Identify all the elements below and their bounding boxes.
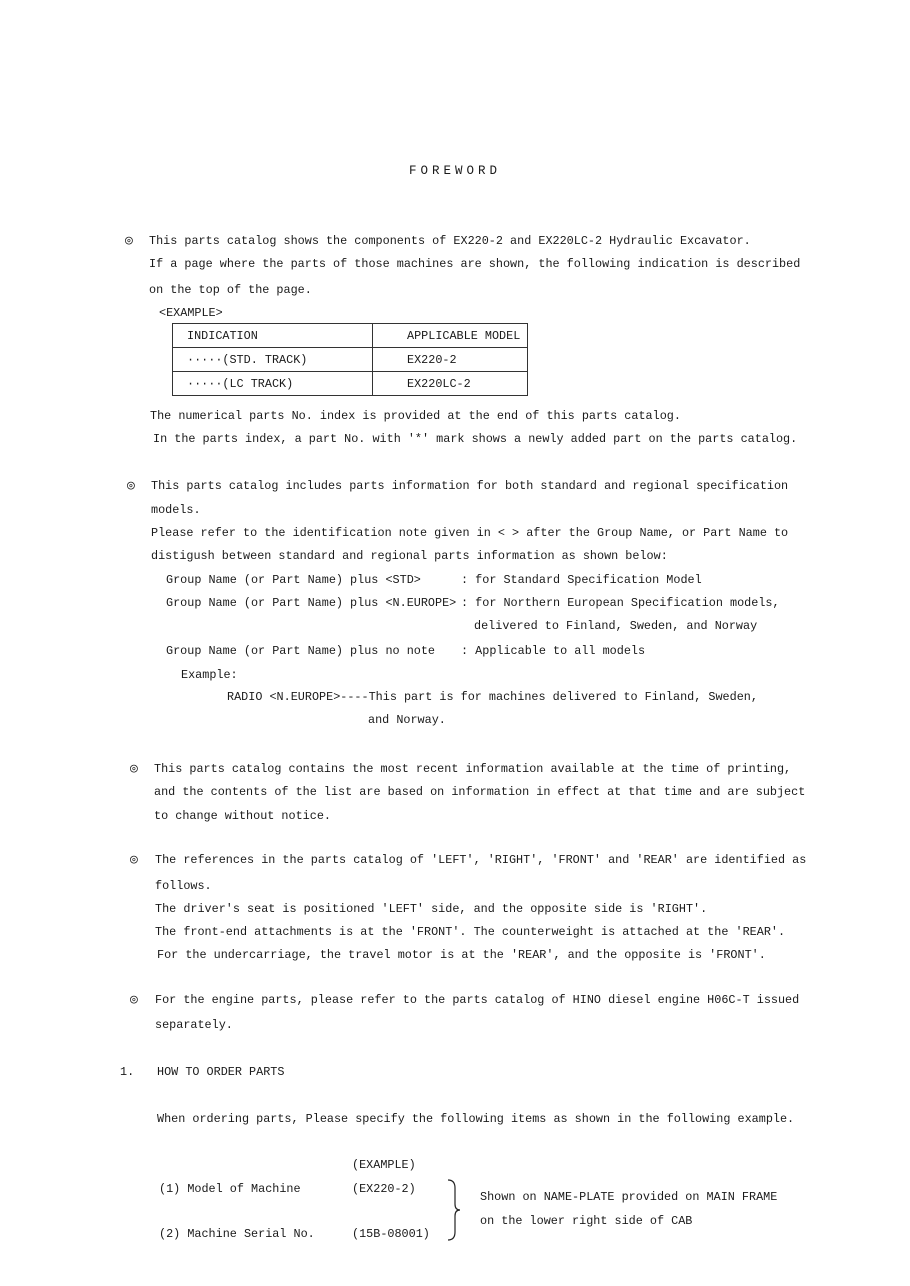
table-cell: EX220-2 bbox=[373, 348, 528, 372]
indication-table bbox=[172, 323, 528, 396]
example-label: <EXAMPLE> bbox=[159, 306, 223, 320]
example-line: and Norway. bbox=[368, 713, 446, 727]
table-cell: EX220LC-2 bbox=[373, 372, 528, 396]
note-value: delivered to Finland, Sweden, and Norway bbox=[474, 619, 758, 633]
text-line: distigush between standard and regional parts information as shown below: bbox=[151, 549, 668, 563]
text-line: Please refer to the identification note given in < > after the Group Name, or Part Name to bbox=[151, 526, 789, 540]
table-header: INDICATION bbox=[173, 324, 373, 348]
text-line: When ordering parts, Please specify the following items as shown in the following example. bbox=[157, 1112, 795, 1126]
item-value: (EX220-2) bbox=[352, 1182, 416, 1196]
item-value: (15B-08001) bbox=[352, 1227, 430, 1241]
text-line: This parts catalog includes parts information for both standard and regional specification bbox=[151, 479, 789, 493]
note-label: Group Name (or Part Name) plus no note bbox=[166, 644, 436, 658]
text-line: models. bbox=[151, 503, 201, 517]
table-cell: ·····(STD. TRACK) bbox=[173, 348, 373, 372]
text-line: This parts catalog contains the most recent information available at the time of printing, bbox=[154, 762, 792, 776]
text-line: This parts catalog shows the components of EX220-2 and EX220LC-2 Hydraulic Excavator. bbox=[149, 234, 751, 248]
bullet-icon: ◎ bbox=[127, 478, 135, 493]
text-line: The driver's seat is positioned 'LEFT' side, and the opposite side is 'RIGHT'. bbox=[155, 902, 708, 916]
text-line: separately. bbox=[155, 1018, 233, 1032]
table-cell: ·····(LC TRACK) bbox=[173, 372, 373, 396]
text-line: follows. bbox=[155, 879, 212, 893]
text-line: on the top of the page. bbox=[149, 283, 312, 297]
table-header-row bbox=[173, 324, 528, 348]
table-row bbox=[173, 348, 528, 372]
text-line: The references in the parts catalog of 'LEFT', 'RIGHT', 'FRONT' and 'REAR' are identified as bbox=[155, 853, 807, 867]
text-line: In the parts index, a part No. with '*' mark shows a newly added part on the parts catalog. bbox=[153, 432, 798, 446]
note-line: on the lower right side of CAB bbox=[480, 1214, 693, 1228]
table-header: APPLICABLE MODEL bbox=[373, 324, 528, 348]
text-line: The front-end attachments is at the 'FRONT'. The counterweight is attached at the 'REAR'. bbox=[155, 925, 786, 939]
example-label: (EXAMPLE) bbox=[352, 1158, 416, 1172]
text-line: The numerical parts No. index is provided at the end of this parts catalog. bbox=[150, 409, 681, 423]
example-line: RADIO <N.EUROPE>----This part is for machines delivered to Finland, Sweden, bbox=[227, 690, 758, 704]
text-line: and the contents of the list are based on information in effect at that time and are subject bbox=[154, 785, 806, 799]
bullet-icon: ◎ bbox=[130, 852, 138, 867]
item-label: (1) Model of Machine bbox=[159, 1182, 301, 1196]
example-label: Example: bbox=[181, 668, 238, 682]
bullet-icon: ◎ bbox=[125, 233, 133, 248]
text-line: to change without notice. bbox=[154, 809, 331, 823]
text-line: If a page where the parts of those machines are shown, the following indication is described bbox=[149, 257, 801, 271]
note-line: Shown on NAME-PLATE provided on MAIN FRAME bbox=[480, 1190, 778, 1204]
note-label: Group Name (or Part Name) plus <STD> bbox=[166, 573, 421, 587]
page-title: FOREWORD bbox=[408, 164, 501, 178]
text-line: For the undercarriage, the travel motor is at the 'REAR', and the opposite is 'FRONT'. bbox=[157, 948, 766, 962]
section-number: 1. bbox=[120, 1065, 135, 1079]
note-label: Group Name (or Part Name) plus <N.EUROPE> bbox=[166, 596, 457, 610]
section-heading: HOW TO ORDER PARTS bbox=[157, 1065, 285, 1079]
item-label: (2) Machine Serial No. bbox=[159, 1227, 315, 1241]
brace-icon bbox=[446, 1178, 466, 1242]
table-row bbox=[173, 372, 528, 396]
bullet-icon: ◎ bbox=[130, 992, 138, 1007]
note-value: : for Standard Specification Model bbox=[461, 573, 702, 587]
note-value: : for Northern European Specification models, bbox=[461, 596, 780, 610]
note-value: : Applicable to all models bbox=[461, 644, 646, 658]
bullet-icon: ◎ bbox=[130, 761, 138, 776]
text-line: For the engine parts, please refer to the parts catalog of HINO diesel engine H06C-T issued bbox=[155, 993, 800, 1007]
